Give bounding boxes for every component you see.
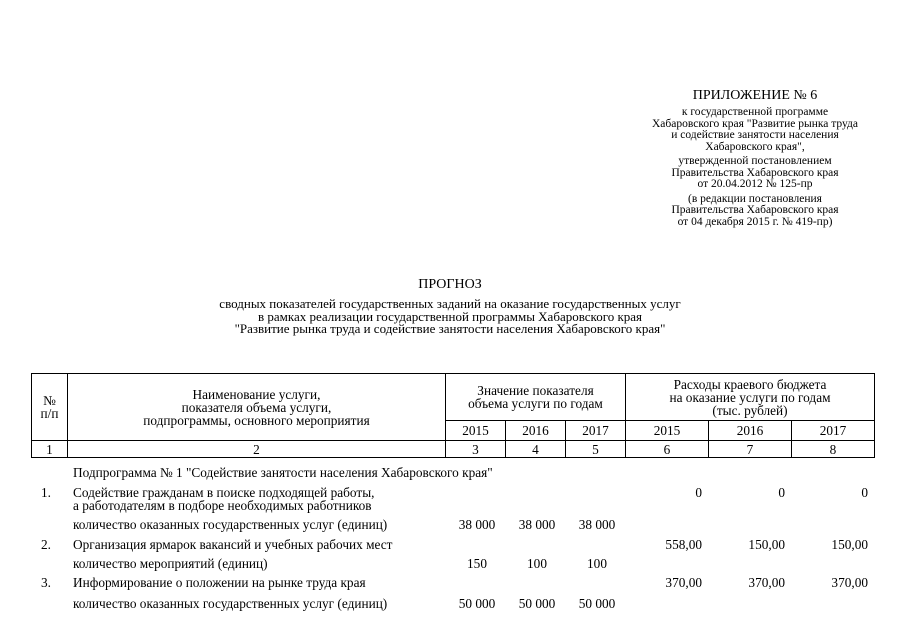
header-year: 2015 — [626, 421, 709, 441]
document-title: ПРОГНОЗ — [418, 277, 482, 292]
appendix-line: к государственной программе — [681, 106, 829, 118]
subprogram-title: Подпрограмма № 1 "Содействие занятости населения Хабаровского края" — [73, 465, 493, 480]
volume-2016: 100 — [527, 556, 547, 571]
appendix-line: от 04 декабря 2015 г. № 419-пр) — [677, 215, 833, 228]
header-group-budget: Расходы краевого бюджета на оказание услуги по годам (тыс. рублей) — [626, 374, 875, 421]
header-year: 2015 — [446, 421, 506, 441]
budget-2015: 370,00 — [665, 575, 702, 590]
volume-2017: 50 000 — [578, 596, 616, 611]
column-number: 5 — [566, 441, 626, 458]
column-number: 3 — [446, 441, 506, 458]
indicator-text: количество мероприятий (единиц) — [73, 556, 268, 571]
column-number: 8 — [792, 441, 875, 458]
appendix-line: Хабаровского края "Развитие рынка труда — [652, 117, 858, 130]
volume-2016: 38 000 — [518, 517, 556, 532]
column-number: 7 — [709, 441, 792, 458]
header-col-name: Наименование услуги, показателя объема услуги, подпрограммы, основного мероприятия — [68, 374, 446, 441]
volume-2015: 38 000 — [458, 517, 496, 532]
forecast-table-header — [31, 373, 875, 458]
item-name-line: а работодателям в подборе необходимых работников — [73, 498, 372, 513]
item-number: 1. — [41, 485, 51, 500]
appendix-title: ПРИЛОЖЕНИЕ № 6 — [692, 88, 818, 103]
document-subtitle-line: в рамках реализации государственной программы Хабаровского края — [257, 308, 643, 324]
volume-2016: 50 000 — [518, 596, 556, 611]
indicator-text: количество оказанных государственных услуг (единиц) — [73, 517, 388, 532]
header-year: 2017 — [792, 421, 875, 441]
budget-2015: 558,00 — [665, 537, 702, 552]
appendix-line: Правительства Хабаровского края — [671, 166, 839, 179]
column-number: 1 — [32, 441, 68, 458]
appendix-block — [600, 88, 905, 228]
item-name-line: Содействие гражданам в поиске подходящей работы, — [73, 485, 375, 500]
appendix-line: утвержденной постановлением — [678, 155, 832, 167]
volume-2015: 150 — [467, 556, 487, 571]
budget-2015: 0 — [695, 485, 702, 500]
appendix-line: (в редакции постановления — [688, 192, 822, 205]
volume-2017: 100 — [587, 556, 607, 571]
indicator-text: количество оказанных государственных услуг (единиц) — [73, 596, 388, 611]
column-number: 4 — [506, 441, 566, 458]
budget-2016: 370,00 — [748, 575, 785, 590]
header-year: 2016 — [506, 421, 566, 441]
budget-2016: 150,00 — [748, 537, 785, 552]
volume-2015: 50 000 — [458, 596, 496, 611]
item-number: 2. — [41, 537, 51, 552]
budget-2017: 0 — [861, 485, 868, 500]
column-number: 2 — [68, 441, 446, 458]
header-group-volume: Значение показателя объема услуги по годам — [446, 374, 626, 421]
item-name-line: Информирование о положении на рынке труда края — [73, 575, 366, 590]
header-col-number: № п/п — [32, 374, 68, 441]
appendix-line: Правительства Хабаровского края — [671, 204, 839, 216]
volume-2017: 38 000 — [578, 517, 616, 532]
document-heading — [120, 277, 780, 336]
budget-2016: 0 — [778, 485, 785, 500]
appendix-line: и содействие занятости населения — [671, 129, 839, 141]
budget-2017: 370,00 — [831, 575, 868, 590]
appendix-line: от 20.04.2012 № 125-пр — [697, 178, 813, 190]
header-year: 2016 — [709, 421, 792, 441]
item-name-line: Организация ярмарок вакансий и учебных рабочих мест — [73, 537, 393, 552]
item-number: 3. — [41, 575, 51, 590]
column-number: 6 — [626, 441, 709, 458]
header-year: 2017 — [566, 421, 626, 441]
document-subtitle-line: сводных показателей государственных заданий на оказание государственных услуг — [219, 296, 681, 311]
appendix-line: Хабаровского края", — [705, 140, 805, 153]
document-subtitle-line: "Развитие рынка труда и содействие занятости населения Хабаровского края" — [234, 321, 666, 336]
budget-2017: 150,00 — [831, 537, 868, 552]
